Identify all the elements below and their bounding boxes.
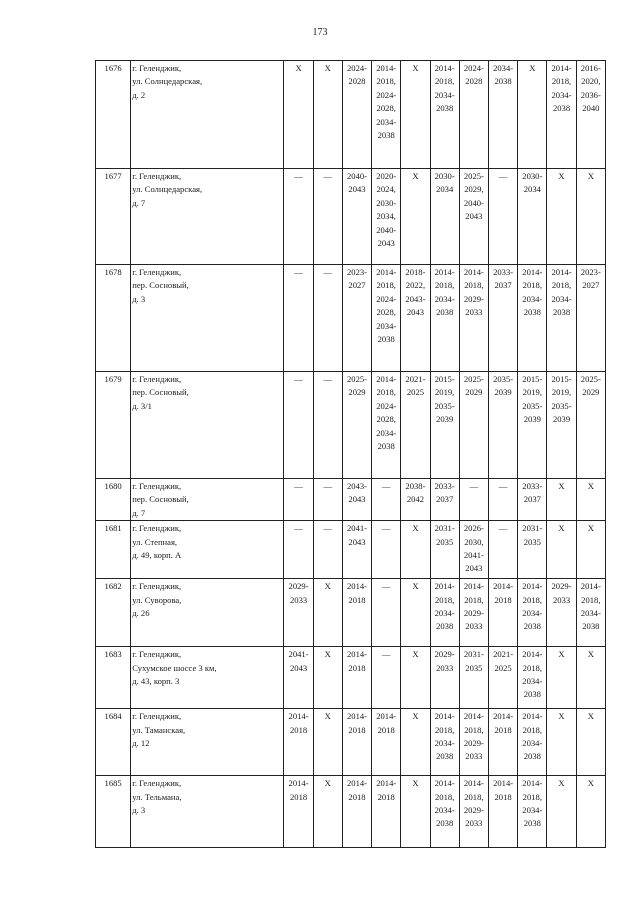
schedule-cell: 2014- 2018, 2034- 2038: [430, 579, 459, 647]
schedule-cell: Х: [547, 776, 576, 848]
schedule-cell: —: [459, 479, 488, 521]
address-line: ул. Таманская,: [132, 724, 186, 735]
address-cell: [131, 61, 284, 169]
schedule-cell: 2030- 2034: [430, 169, 459, 265]
table-row: [96, 709, 606, 776]
schedule-cell: 2025- 2029: [576, 372, 605, 479]
schedule-cell: 2033- 2037: [488, 265, 517, 372]
schedule-cell: 2014- 2018, 2034- 2038: [518, 776, 547, 848]
address-cell: [131, 372, 284, 479]
table-row: [96, 61, 606, 169]
address-line: д. 3/1: [132, 400, 152, 411]
schedule-cell: 2014- 2018, 2034- 2038: [547, 61, 576, 169]
address-cell: [131, 709, 284, 776]
schedule-cell: 2025- 2029, 2040- 2043: [459, 169, 488, 265]
schedule-cell: —: [284, 521, 313, 579]
address-cell: [131, 579, 284, 647]
schedule-cell: 2014- 2018: [488, 709, 517, 776]
schedule-cell: 2014- 2018: [488, 776, 517, 848]
row-number: 1677: [96, 169, 131, 265]
schedule-cell: 2014- 2018, 2034- 2038: [518, 647, 547, 709]
schedule-cell: 2023- 2027: [576, 265, 605, 372]
address-line: д. 3: [132, 805, 146, 816]
schedule-cell: 2026- 2030, 2041- 2043: [459, 521, 488, 579]
schedule-cell: 2014- 2018: [342, 579, 371, 647]
address-line: д. 43, корп. 3: [132, 676, 180, 687]
schedule-cell: Х: [576, 647, 605, 709]
schedule-cell: 2014- 2018: [284, 776, 313, 848]
schedule-cell: 2020- 2024, 2030- 2034, 2040- 2043: [372, 169, 401, 265]
address-line: г. Геленджик,: [132, 523, 182, 534]
table-body: [96, 61, 606, 848]
address-line: д. 2: [132, 89, 146, 100]
schedule-cell: 2029- 2033: [284, 579, 313, 647]
schedule-cell: 2016- 2020, 2036- 2040: [576, 61, 605, 169]
schedule-cell: 2014- 2018, 2034- 2038: [547, 265, 576, 372]
table-row: [96, 372, 606, 479]
page-number: 173: [312, 27, 328, 38]
schedule-cell: 2014- 2018: [284, 709, 313, 776]
schedule-cell: 2014- 2018: [342, 647, 371, 709]
schedule-cell: Х: [401, 647, 430, 709]
schedule-cell: Х: [313, 61, 342, 169]
address-line: г. Геленджик,: [132, 267, 182, 277]
schedule-cell: —: [313, 265, 342, 372]
schedule-cell: 2024- 2028: [342, 61, 371, 169]
schedule-cell: 2025- 2029: [342, 372, 371, 479]
schedule-cell: Х: [576, 521, 605, 579]
table-row: [96, 647, 606, 709]
schedule-cell: 2015- 2019, 2035- 2039: [547, 372, 576, 479]
schedule-cell: Х: [401, 579, 430, 647]
schedule-cell: 2014- 2018: [342, 776, 371, 848]
address-line: г. Геленджик,: [132, 171, 182, 181]
address-line: д. 7: [132, 197, 146, 208]
schedule-cell: —: [284, 265, 313, 372]
address-line: г. Геленджик,: [132, 711, 182, 722]
schedule-cell: Х: [313, 579, 342, 647]
schedule-cell: 2015- 2019, 2035- 2039: [518, 372, 547, 479]
row-number: 1680: [96, 479, 131, 521]
address-line: г. Геленджик,: [132, 63, 182, 73]
schedule-cell: 2043- 2043: [342, 479, 371, 521]
schedule-cell: 2014- 2018, 2024- 2028, 2034- 2038: [372, 61, 401, 169]
schedule-cell: 2031- 2035: [518, 521, 547, 579]
schedule-cell: Х: [313, 776, 342, 848]
schedule-cell: Х: [401, 521, 430, 579]
address-line: г. Геленджик,: [132, 481, 182, 491]
schedule-cell: 2014- 2018, 2034- 2038: [518, 709, 547, 776]
schedule-cell: Х: [547, 521, 576, 579]
schedule-cell: 2031- 2035: [459, 647, 488, 709]
schedule-cell: 2018- 2022, 2043- 2043: [401, 265, 430, 372]
address-line: пер. Сосновый,: [132, 494, 189, 505]
schedule-cell: 2021- 2025: [401, 372, 430, 479]
schedule-cell: Х: [518, 61, 547, 169]
schedule-cell: Х: [547, 709, 576, 776]
schedule-cell: 2014- 2018, 2029- 2033: [459, 265, 488, 372]
schedule-cell: 2038- 2042: [401, 479, 430, 521]
address-line: д. 49, корп. А: [132, 550, 182, 561]
row-number: 1683: [96, 647, 131, 709]
schedule-cell: Х: [401, 709, 430, 776]
schedule-cell: 2014- 2018, 2034- 2038: [430, 776, 459, 848]
schedule-cell: 2025- 2029: [459, 372, 488, 479]
schedule-cell: 2023- 2027: [342, 265, 371, 372]
schedule-cell: —: [372, 647, 401, 709]
address-line: пер. Сосновый,: [132, 387, 189, 398]
schedule-cell: 2040- 2043: [342, 169, 371, 265]
address-line: г. Геленджик,: [132, 581, 182, 592]
address-line: ул. Суворова,: [132, 594, 182, 605]
schedule-cell: Х: [547, 479, 576, 521]
schedule-cell: 2014- 2018: [342, 709, 371, 776]
schedule-cell: 2024- 2028: [459, 61, 488, 169]
address-line: д. 7: [132, 507, 146, 518]
schedule-cell: Х: [576, 776, 605, 848]
schedule-cell: 2041- 2043: [342, 521, 371, 579]
address-cell: [131, 479, 284, 521]
schedule-cell: 2014- 2018, 2024- 2028, 2034- 2038: [372, 372, 401, 479]
address-cell: [131, 776, 284, 848]
address-line: ул. Тельмана,: [132, 791, 182, 802]
table-row: [96, 579, 606, 647]
schedule-cell: 2033- 2037: [518, 479, 547, 521]
schedule-cell: 2014- 2018, 2034- 2038: [430, 265, 459, 372]
schedule-cell: 2014- 2018: [372, 709, 401, 776]
address-line: г. Геленджик,: [132, 778, 182, 789]
schedule-cell: —: [313, 372, 342, 479]
address-line: ул. Солнцедарская,: [132, 76, 203, 87]
schedule-cell: 2014- 2018: [372, 776, 401, 848]
table-row: [96, 265, 606, 372]
schedule-cell: —: [372, 479, 401, 521]
table-row: [96, 169, 606, 265]
address-line: Сухумское шоссе 3 км,: [132, 662, 217, 673]
address-cell: [131, 647, 284, 709]
address-line: д. 3: [132, 293, 146, 304]
address-line: д. 26: [132, 608, 150, 619]
address-line: ул. Степная,: [132, 536, 178, 547]
schedule-cell: 2014- 2018, 2029- 2033: [459, 709, 488, 776]
schedule-cell: Х: [547, 169, 576, 265]
schedule-cell: —: [284, 169, 313, 265]
row-number: 1684: [96, 709, 131, 776]
schedule-cell: 2014- 2018, 2024- 2028, 2034- 2038: [372, 265, 401, 372]
table-row: [96, 521, 606, 579]
schedule-cell: —: [313, 521, 342, 579]
row-number: 1678: [96, 265, 131, 372]
address-line: ул. Солнцедарская,: [132, 184, 203, 195]
address-line: г. Геленджик,: [132, 374, 182, 384]
schedule-cell: Х: [313, 709, 342, 776]
schedule-cell: Х: [547, 647, 576, 709]
row-number: 1679: [96, 372, 131, 479]
row-number: 1685: [96, 776, 131, 848]
schedule-cell: 2029- 2033: [547, 579, 576, 647]
address-line: г. Геленджик,: [132, 649, 182, 660]
schedule-cell: 2029- 2033: [430, 647, 459, 709]
schedule-cell: —: [488, 169, 517, 265]
schedule-cell: 2033- 2037: [430, 479, 459, 521]
address-line: пер. Сосновый,: [132, 280, 189, 291]
schedule-cell: —: [372, 521, 401, 579]
schedule-cell: 2014- 2018, 2034- 2038: [430, 709, 459, 776]
schedule-cell: 2015- 2019, 2035- 2039: [430, 372, 459, 479]
schedule-cell: Х: [401, 169, 430, 265]
schedule-cell: —: [284, 479, 313, 521]
row-number: 1676: [96, 61, 131, 169]
table-row: [96, 776, 606, 848]
schedule-cell: 2030- 2034: [518, 169, 547, 265]
schedule-cell: —: [313, 479, 342, 521]
schedule-cell: 2041- 2043: [284, 647, 313, 709]
schedule-cell: 2035- 2039: [488, 372, 517, 479]
schedule-cell: 2031- 2035: [430, 521, 459, 579]
address-line: д. 12: [132, 738, 150, 749]
row-number: 1681: [96, 521, 131, 579]
schedule-cell: Х: [576, 169, 605, 265]
schedule-cell: 2014- 2018, 2034- 2038: [518, 579, 547, 647]
schedule-cell: 2014- 2018, 2034- 2038: [430, 61, 459, 169]
schedule-cell: 2014- 2018, 2029- 2033: [459, 579, 488, 647]
schedule-cell: 2014- 2018, 2034- 2038: [576, 579, 605, 647]
schedule-cell: Х: [576, 479, 605, 521]
table-row: [96, 479, 606, 521]
row-number: 1682: [96, 579, 131, 647]
schedule-cell: Х: [284, 61, 313, 169]
capital-repair-schedule-table: [95, 60, 606, 848]
schedule-cell: —: [372, 579, 401, 647]
address-cell: [131, 169, 284, 265]
address-cell: [131, 521, 284, 579]
schedule-cell: —: [284, 372, 313, 479]
schedule-cell: 2014- 2018, 2034- 2038: [518, 265, 547, 372]
schedule-cell: —: [488, 521, 517, 579]
schedule-cell: Х: [313, 647, 342, 709]
schedule-cell: —: [488, 479, 517, 521]
schedule-cell: 2021- 2025: [488, 647, 517, 709]
schedule-cell: —: [313, 169, 342, 265]
schedule-cell: Х: [401, 61, 430, 169]
schedule-cell: 2034- 2038: [488, 61, 517, 169]
schedule-cell: Х: [576, 709, 605, 776]
schedule-cell: 2014- 2018: [488, 579, 517, 647]
address-cell: [131, 265, 284, 372]
schedule-cell: 2014- 2018, 2029- 2033: [459, 776, 488, 848]
schedule-cell: Х: [401, 776, 430, 848]
